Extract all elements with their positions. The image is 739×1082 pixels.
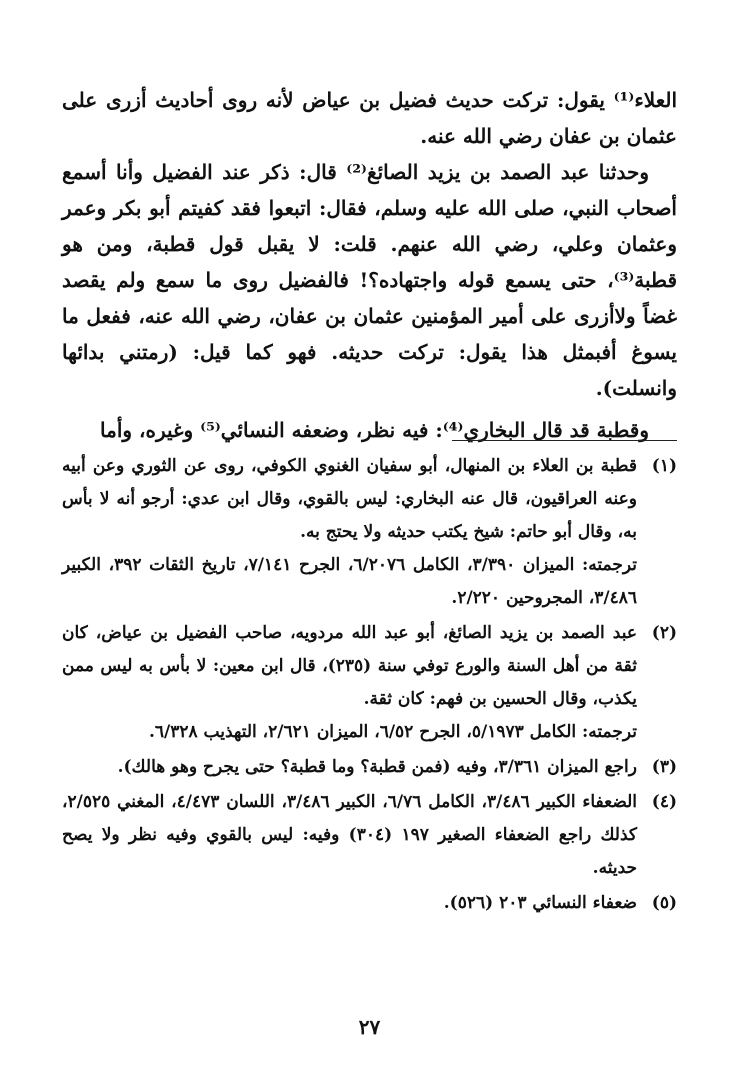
footnote-separator (452, 440, 677, 441)
footnote-number: (٣) (651, 757, 677, 777)
footnote-text: راجع الميزان ٣/٣٦١، وفيه (فمن قطبة؟ وما قطبة؟ حتى يجرح وهو هالك). (117, 757, 637, 777)
main-text (62, 82, 677, 448)
paragraph-3: وقطبة قد قال البخاري⁽⁴⁾: فيه نظر، وضعفه النسائي⁽⁵⁾ وغيره، وأما (100, 418, 649, 442)
footnote-number: (٥) (651, 893, 677, 913)
page-number: ٢٧ (358, 1015, 381, 1039)
footnote-text: الضعفاء الكبير ٣/٤٨٦، الكامل ٦/٧٦، الكبير ٣/٤٨٦، اللسان ٤/٤٧٣، المغني ٢/٥٢٥، كذلك راجع الضعفاء الصغير ١٩٧ (٣٠٤) وفيه: ليس بالقوي وفيه نظر ولا يصح حديثه. (62, 792, 638, 878)
footnote-text: ترجمته: الكامل ٥/١٩٧٣، الجرح ٦/٥٢، الميزان ٢/٦٢١، التهذيب ٦/٣٢٨. (148, 722, 637, 742)
footnote-5 (62, 887, 677, 920)
footnote-number: (٤) (651, 792, 677, 812)
footnote-text: ضعفاء النسائي ٢٠٣ (٥٢٦). (443, 893, 637, 913)
paragraph-1: العلاء⁽¹⁾ يقول: تركت حديث فضيل بن عياض لأنه روى أحاديث أزرى على عثمان بن عفان رضي الله عنه. (62, 88, 677, 148)
paragraph-2: وحدثنا عبد الصمد بن يزيد الصائغ⁽²⁾ قال: ذكر عند الفضيل وأنا أسمع أصحاب النبي، صلى الله عليه وسلم، فقال: اتبعوا فقد كفيتم أبو بكر وعمر وعثمان وعلي، رضي الله عنهم. قلت: لا يقبل قول قطبة، ومن هو قطبة⁽³⁾، حتى يسمع قوله واجتهاده؟! فالفضيل روى ما سمع ولم يقصد غضاً ولاأزرى على أمير المؤمنين عثمان بن عفان، رضي الله عنه، ففعل ما يسوغ أفبمثل هذا يقول: تركت حديثه. فهو كما قيل: (رمتني بدائها وانسلت). (62, 160, 678, 400)
footnote-text: ترجمته: الميزان ٣/٣٩٠، الكامل ٦/٢٠٧٦، الجرح ٧/١٤١، تاريخ الثقات ٣٩٢، الكبير ٣/٤٨٦، المجروحين ٢/٢٢٠. (62, 555, 637, 608)
footnote-4 (62, 786, 677, 885)
footnotes (62, 450, 677, 922)
footnote-text: عبد الصمد بن يزيد الصائغ، أبو عبد الله مردويه، صاحب الفضيل بن عياض، كان ثقة من أهل السنة والورع توفي سنة (٢٣٥)، قال ابن معين: لا بأس به ليس ممن يكذب، وقال الحسين بن فهم: كان ثقة. (62, 623, 637, 709)
footnote-number: (٢) (651, 623, 677, 643)
footnote-3 (62, 751, 677, 784)
footnote-text: قطبة بن العلاء بن المنهال، أبو سفيان الغنوي الكوفي، روى عن الثوري وعن أبيه وعنه العراقيون، قال عنه البخاري: ليس بالقوي، وقال ابن عدي: أرجو أنه لا بأس به، وقال أبو حاتم: شيخ يكتب حديثه ولا يحتج به. (62, 456, 637, 542)
footnote-number: (١) (651, 456, 677, 476)
footnote-2 (62, 617, 677, 749)
footnote-1 (62, 450, 677, 615)
